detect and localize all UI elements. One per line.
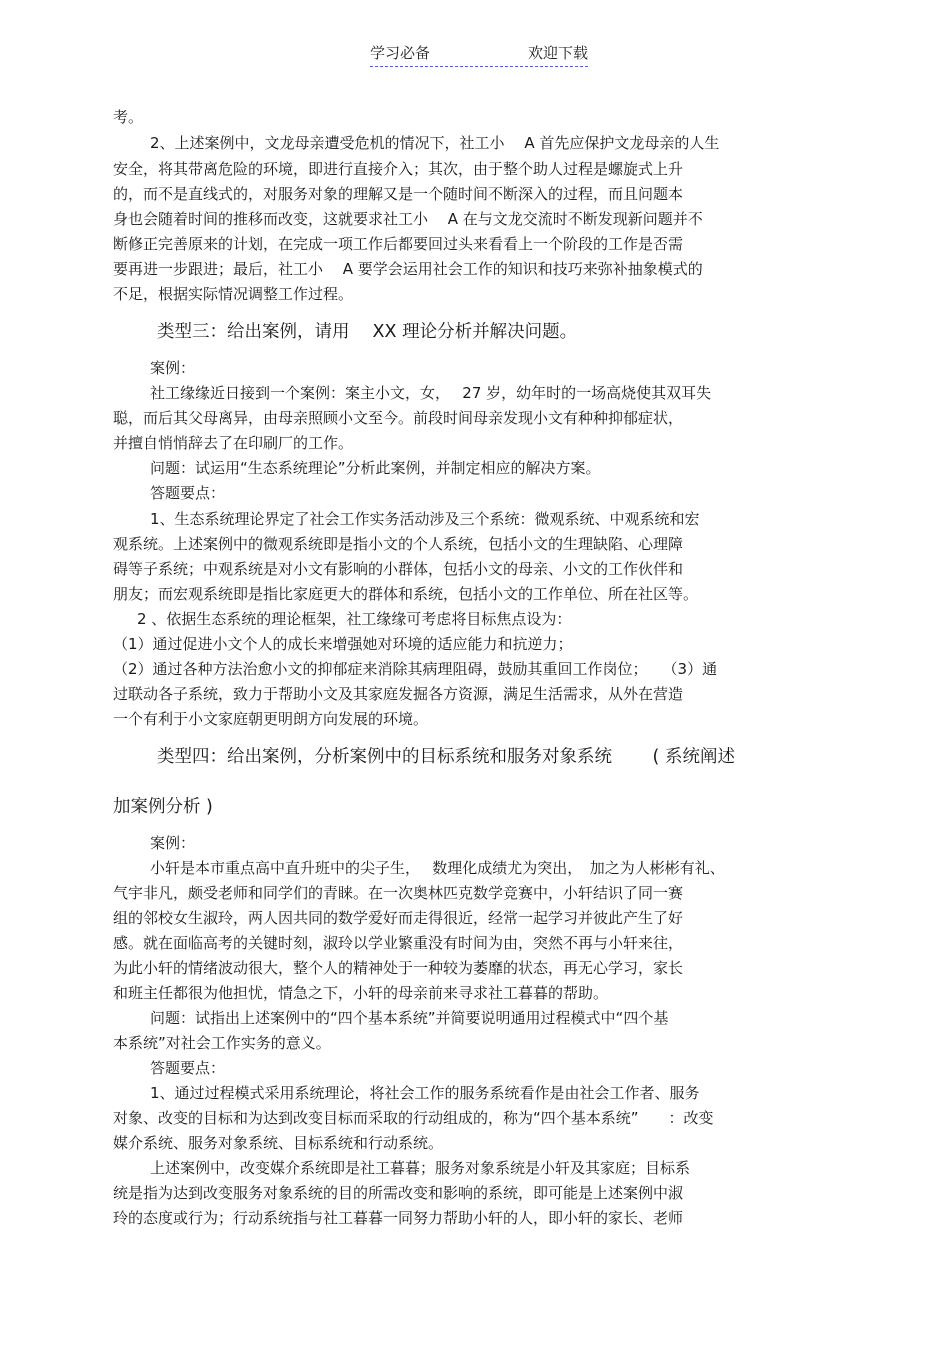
text-line: 案例： xyxy=(150,834,196,852)
text-line: 朋友；而宏观系统即是指比家庭更大的群体和系统，包括小文的工作单位、所在社区等。 xyxy=(113,585,699,603)
text-line: 小轩是本市重点高中直升班中的尖子生， 数理化成绩尤为突出， 加之为人彬彬有礼、 xyxy=(150,859,725,877)
text-line: 和班主任都很为他担忧，情急之下，小轩的母亲前来寻求社工暮暮的帮助。 xyxy=(113,984,609,1002)
text-line: 断修正完善原来的计划，在完成一项工作后都要回过头来看看上一个阶段的工作是否需 xyxy=(113,235,684,253)
page-header xyxy=(370,40,588,67)
text-line: 气宇非凡，颇受老师和同学们的青睐。在一次奥林匹克数学竞赛中，小轩结识了同一赛 xyxy=(113,884,684,902)
section-heading: 加案例分析 ) xyxy=(113,797,213,817)
text-line: 不足，根据实际情况调整工作过程。 xyxy=(113,285,354,303)
text-line: 社工缘缘近日接到一个案例：案主小文，女， 27 岁，幼年时的一场高烧使其双耳失 xyxy=(150,384,712,402)
text-line: 过联动各子系统，致力于帮助小文及其家庭发掘各方资源，满足生活需求，从外在营造 xyxy=(113,685,684,703)
text-line: 问题：试指出上述案例中的“四个基本系统”并简要说明通用过程模式中“四个基 xyxy=(150,1009,669,1027)
text-line: 2 、依据生态系统的理论框架，社工缘缘可考虑将目标焦点设为： xyxy=(137,610,572,628)
section-heading: 类型四：给出案例，分析案例中的目标系统和服务对象系统 ( 系统阐述 xyxy=(157,747,735,767)
text-line: 聪，而后其父母离异，由母亲照顾小文至今。前段时间母亲发现小文有种种抑郁症状， xyxy=(113,409,684,427)
text-line: 碍等子系统；中观系统是对小文有影响的小群体，包括小文的母亲、小文的工作伙伴和 xyxy=(113,560,684,578)
section-heading: 类型三：给出案例，请用 XX 理论分析并解决问题。 xyxy=(157,322,578,342)
text-line: 本系统”对社会工作实务的意义。 xyxy=(113,1034,331,1052)
text-line: 1、生态系统理论界定了社会工作实务活动涉及三个系统：微观系统、中观系统和宏 xyxy=(150,510,700,528)
text-line: 案例： xyxy=(150,359,196,377)
text-line: 感。就在面临高考的关键时刻，淑玲以学业繁重没有时间为由，突然不再与小轩来往， xyxy=(113,934,684,952)
text-line: 组的邻校女生淑玲，两人因共同的数学爱好而走得很近，经常一起学习并彼此产生了好 xyxy=(113,909,684,927)
text-line: 对象、改变的目标和为达到改变目标而采取的行动组成的，称为“四个基本系统” ：改变 xyxy=(113,1109,714,1127)
text-line: 一个有利于小文家庭朝更明朗方向发展的环境。 xyxy=(113,710,429,728)
header-left-text: 学习必备 xyxy=(370,44,431,62)
text-line: 为此小轩的情绪波动很大，整个人的精神处于一种较为萎靡的状态，再无心学习，家长 xyxy=(113,959,684,977)
text-line: 1、通过过程模式采用系统理论，将社会工作的服务系统看作是由社会工作者、服务 xyxy=(150,1084,700,1102)
text-line: 上述案例中，改变媒介系统即是社工暮暮；服务对象系统是小轩及其家庭；目标系 xyxy=(150,1159,691,1177)
text-line: 问题：试运用“生态系统理论”分析此案例，并制定相应的解决方案。 xyxy=(150,459,601,477)
text-line: 答题要点： xyxy=(150,1059,226,1077)
text-line: 2、上述案例中，文龙母亲遭受危机的情况下，社工小 A 首先应保护文龙母亲的人生 xyxy=(150,134,720,152)
text-line: 要再进一步跟进；最后，社工小 A 要学会运用社会工作的知识和技巧来弥补抽象模式的 xyxy=(113,260,703,278)
text-line: 身也会随着时间的推移而改变，这就要求社工小 A 在与文龙交流时不断发现新问题并不 xyxy=(113,210,703,228)
text-line: 考。 xyxy=(113,108,144,126)
text-line: 媒介系统、服务对象系统、目标系统和行动系统。 xyxy=(113,1134,444,1152)
text-line: （2）通过各种方法治愈小文的抑郁症来消除其病理阻碍，鼓励其重回工作岗位； （3）通 xyxy=(113,660,718,678)
header-right-text: 欢迎下载 xyxy=(527,44,588,62)
text-line: 玲的态度或行为；行动系统指与社工暮暮一同努力帮助小轩的人，即小轩的家长、老师 xyxy=(113,1209,684,1227)
text-line: 并擅自悄悄辞去了在印刷厂的工作。 xyxy=(113,434,354,452)
text-line: 的，而不是直线式的，对服务对象的理解又是一个随时间不断深入的过程，而且问题本 xyxy=(113,185,684,203)
text-line: 统是指为达到改变服务对象系统的目的所需改变和影响的系统，即可能是上述案例中淑 xyxy=(113,1184,684,1202)
text-line: 观系统。上述案例中的微观系统即是指小文的个人系统，包括小文的生理缺陷、心理障 xyxy=(113,535,684,553)
text-line: 答题要点： xyxy=(150,484,226,502)
text-line: 安全，将其带离危险的环境，即进行直接介入；其次，由于整个助人过程是螺旋式上升 xyxy=(113,160,684,178)
text-line: （1）通过促进小文个人的成长来增强她对环境的适应能力和抗逆力； xyxy=(113,635,573,653)
